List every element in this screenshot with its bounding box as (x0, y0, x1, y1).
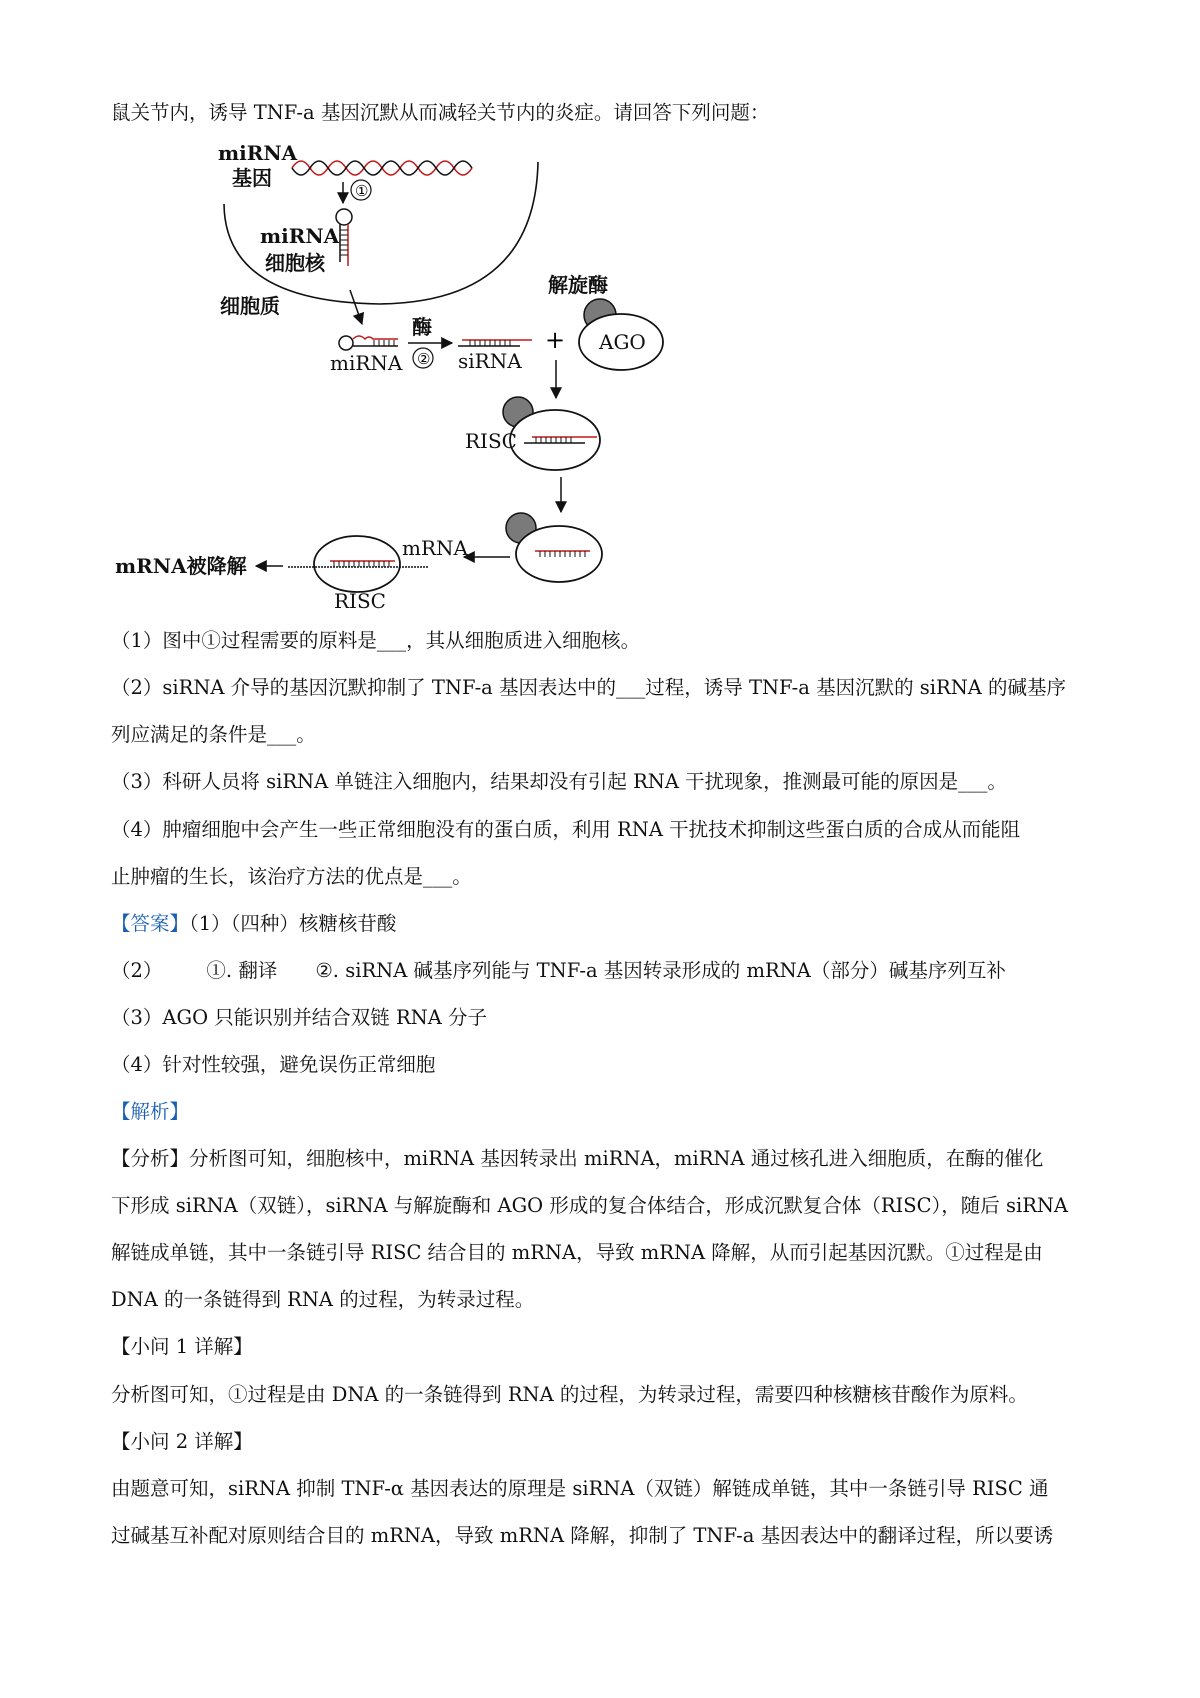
answer-2-part-1: ①. 翻译 (206, 959, 278, 982)
risc-bottom-ellipse (314, 536, 400, 592)
analysis-p1-line-c: 解链成单链，其中一条链引导 RISC 结合目的 mRNA，导致 mRNA 降解，从而引起基因沉默。①过程是由 (111, 1241, 1043, 1264)
label-risc-mid: RISC (465, 429, 517, 453)
sirna-duplex (458, 340, 532, 346)
label-cytoplasm: 细胞质 (220, 294, 280, 318)
sub2-line-a: 由题意可知，siRNA 抑制 TNF-α 基因表达的原理是 siRNA（双链）解链成单链，其中一条链引导 RISC 通 (111, 1477, 1049, 1500)
question-3: （3）科研人员将 siRNA 单链注入细胞内，结果却没有引起 RNA 干扰现象，推测最可能的原因是___。 (111, 770, 1007, 793)
label-mirna-small: miRNA (330, 351, 403, 375)
answer-2-part-2: ②. siRNA 碱基序列能与 TNF-a 基因转录形成的 mRNA（部分）碱基序列互补 (315, 959, 1006, 982)
answer-1: （1）（四种）核糖核苷酸 (189, 912, 397, 935)
mirna-small (339, 336, 398, 350)
label-mirna-gene-1: miRNA (218, 141, 298, 165)
label-step1: ① (355, 182, 369, 200)
question-4-line-a: （4）肿瘤细胞中会产生一些正常细胞没有的蛋白质，利用 RNA 干扰技术抑制这些蛋白质的合成从而能阻 (111, 818, 1021, 841)
answer-3: （3）AGO 只能识别并结合双链 RNA 分子 (111, 1006, 487, 1029)
analysis-head: 【分析】 (111, 1147, 190, 1170)
answer-line-2 (111, 956, 1101, 986)
question-4-line-b: 止肿瘤的生长，该治疗方法的优点是___。 (111, 865, 472, 888)
label-ago: AGO (599, 330, 646, 354)
label-mirna-gene-2: 基因 (232, 166, 272, 190)
answer-tag: 【答案】 (111, 912, 190, 935)
label-sirna: siRNA (458, 349, 522, 373)
sub2-line-b: 过碱基互补配对原则结合目的 mRNA，导致 mRNA 降解，抑制了 TNF-a 基因表达中的翻译过程，所以要诱 (111, 1524, 1054, 1547)
label-enzyme: 酶 (412, 315, 432, 339)
answer-2-num: （2） (111, 959, 163, 982)
sub1-text: 分析图可知，①过程是由 DNA 的一条链得到 RNA 的过程，为转录过程，需要四种核糖核苷酸作为原料。 (111, 1383, 1028, 1406)
analysis-tag: 【解析】 (111, 1100, 190, 1123)
label-mrna-degraded: mRNA被降解 (115, 554, 247, 578)
analysis-p1-line-d: DNA 的一条链得到 RNA 的过程，为转录过程。 (111, 1288, 535, 1311)
risc-mid-ellipse (510, 410, 600, 470)
label-risc-bottom: RISC (334, 589, 386, 613)
risc-single-ellipse (516, 526, 602, 582)
question-1: （1）图中①过程需要的原料是___，其从细胞质进入细胞核。 (111, 629, 641, 652)
question-2-line-b: 列应满足的条件是___。 (111, 723, 316, 746)
label-helicase: 解旋酶 (548, 273, 608, 297)
answer-4: （4）针对性较强，避免误伤正常细胞 (111, 1053, 436, 1076)
label-mrna: mRNA (402, 536, 468, 560)
analysis-p1-a: 分析图可知，细胞核中，miRNA 基因转录出 miRNA，miRNA 通过核孔进入细胞质，在酶的催化 (189, 1147, 1044, 1170)
question-2-line-a: （2）siRNA 介导的基因沉默抑制了 TNF-a 基因表达中的___过程，诱导 TNF-a 基因沉默的 siRNA 的碱基序 (111, 676, 1067, 699)
intro-line: 鼠关节内，诱导 TNF-a 基因沉默从而减轻关节内的炎症。请回答下列问题： (111, 101, 770, 124)
sub2-title: 【小问 2 详解】 (111, 1430, 253, 1453)
label-mirna-nucleus-2: 细胞核 (265, 251, 325, 275)
rna-interference-diagram (0, 0, 1200, 640)
sub1-title: 【小问 1 详解】 (111, 1335, 253, 1358)
analysis-p1-line-a (111, 1144, 1101, 1174)
label-mirna-nucleus-1: miRNA (260, 224, 340, 248)
label-step2: ② (417, 350, 431, 368)
analysis-p1-line-b: 下形成 siRNA（双链），siRNA 与解旋酶和 AGO 形成的复合体结合，形成沉默复合体（RISC），随后 siRNA (111, 1194, 1069, 1217)
label-plus: + (545, 326, 566, 354)
dna-helix (292, 161, 472, 175)
answer-line-1 (111, 909, 1101, 939)
